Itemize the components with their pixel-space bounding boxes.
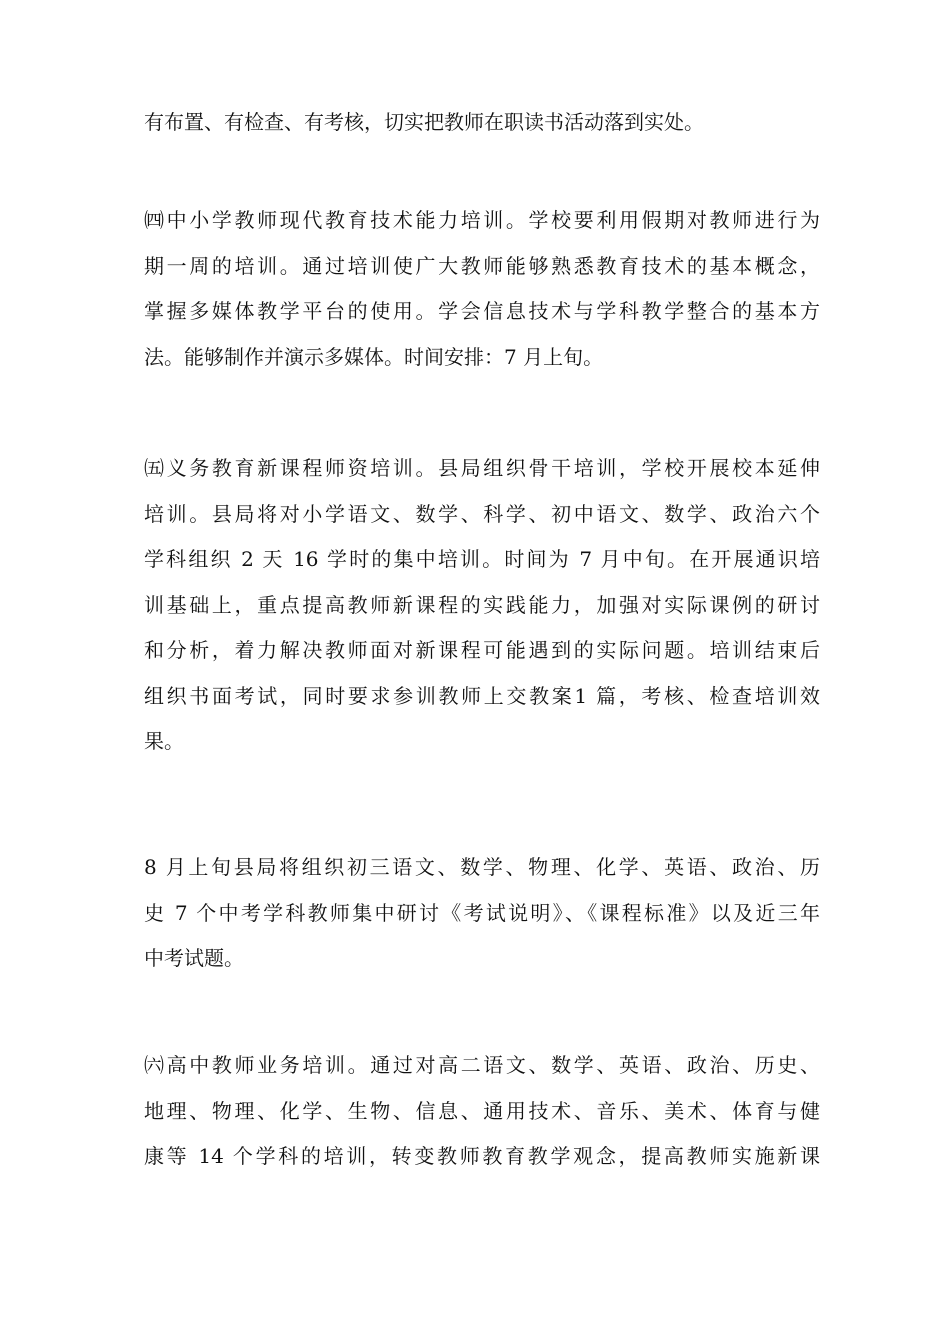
text-line: 学科组织 2 天 16 学时的集中培训。时间为 7 月中旬。在开展通识培 xyxy=(144,547,820,571)
text-line: 史 7 个中考学科教师集中研讨《考试说明》、《课程标准》以及近三年 xyxy=(144,900,820,925)
text-line: 8 月上旬县局将组织初三语文、数学、物理、化学、英语、政治、历 xyxy=(144,855,820,879)
text-line: ㈥高中教师业务培训。通过对高二语文、数学、英语、政治、历史、 xyxy=(144,1053,820,1077)
text-line: 掌握多媒体教学平台的使用。学会信息技术与学科教学整合的基本方 xyxy=(144,299,820,323)
text-line: 中考试题。 xyxy=(144,946,244,970)
text-line: 培训。县局将对小学语文、数学、科学、初中语文、数学、政治六个 xyxy=(144,501,820,526)
text-line: 有布置、有检查、有考核，切实把教师在职读书活动落到实处。 xyxy=(144,110,704,134)
paragraph-it-training xyxy=(144,198,820,380)
text-line: ㈤义务教育新课程师资培训。县局组织骨干培训，学校开展校本延伸 xyxy=(144,456,820,480)
text-line: 训基础上，重点提高教师新课程的实践能力，加强对实际课例的研讨 xyxy=(144,592,820,617)
paragraph-high-school-training xyxy=(144,1043,820,1180)
paragraph-exam-teacher-seminar xyxy=(144,845,820,982)
text-line: 组织书面考试，同时要求参训教师上交教案1 篇，考核、检查培训效 xyxy=(144,683,820,708)
paragraph-reading-activity xyxy=(144,100,820,146)
paragraph-new-curriculum-training xyxy=(144,446,820,765)
text-line: 和分析，着力解决教师面对新课程可能遇到的实际问题。培训结束后 xyxy=(144,638,820,662)
text-line: 期一周的培训。通过培训使广大教师能够熟悉教育技术的基本概念， xyxy=(144,253,820,278)
text-line: 果。 xyxy=(144,729,184,753)
text-line: 法。能够制作并演示多媒体。时间安排：7 月上旬。 xyxy=(144,344,604,369)
text-line: ㈣中小学教师现代教育技术能力培训。学校要利用假期对教师进行为 xyxy=(144,208,820,232)
text-line: 康等 14 个学科的培训，转变教师教育教学观念，提高教师实施新课 xyxy=(144,1144,820,1168)
text-line: 地理、物理、化学、生物、信息、通用技术、音乐、美术、体育与健 xyxy=(144,1098,820,1123)
